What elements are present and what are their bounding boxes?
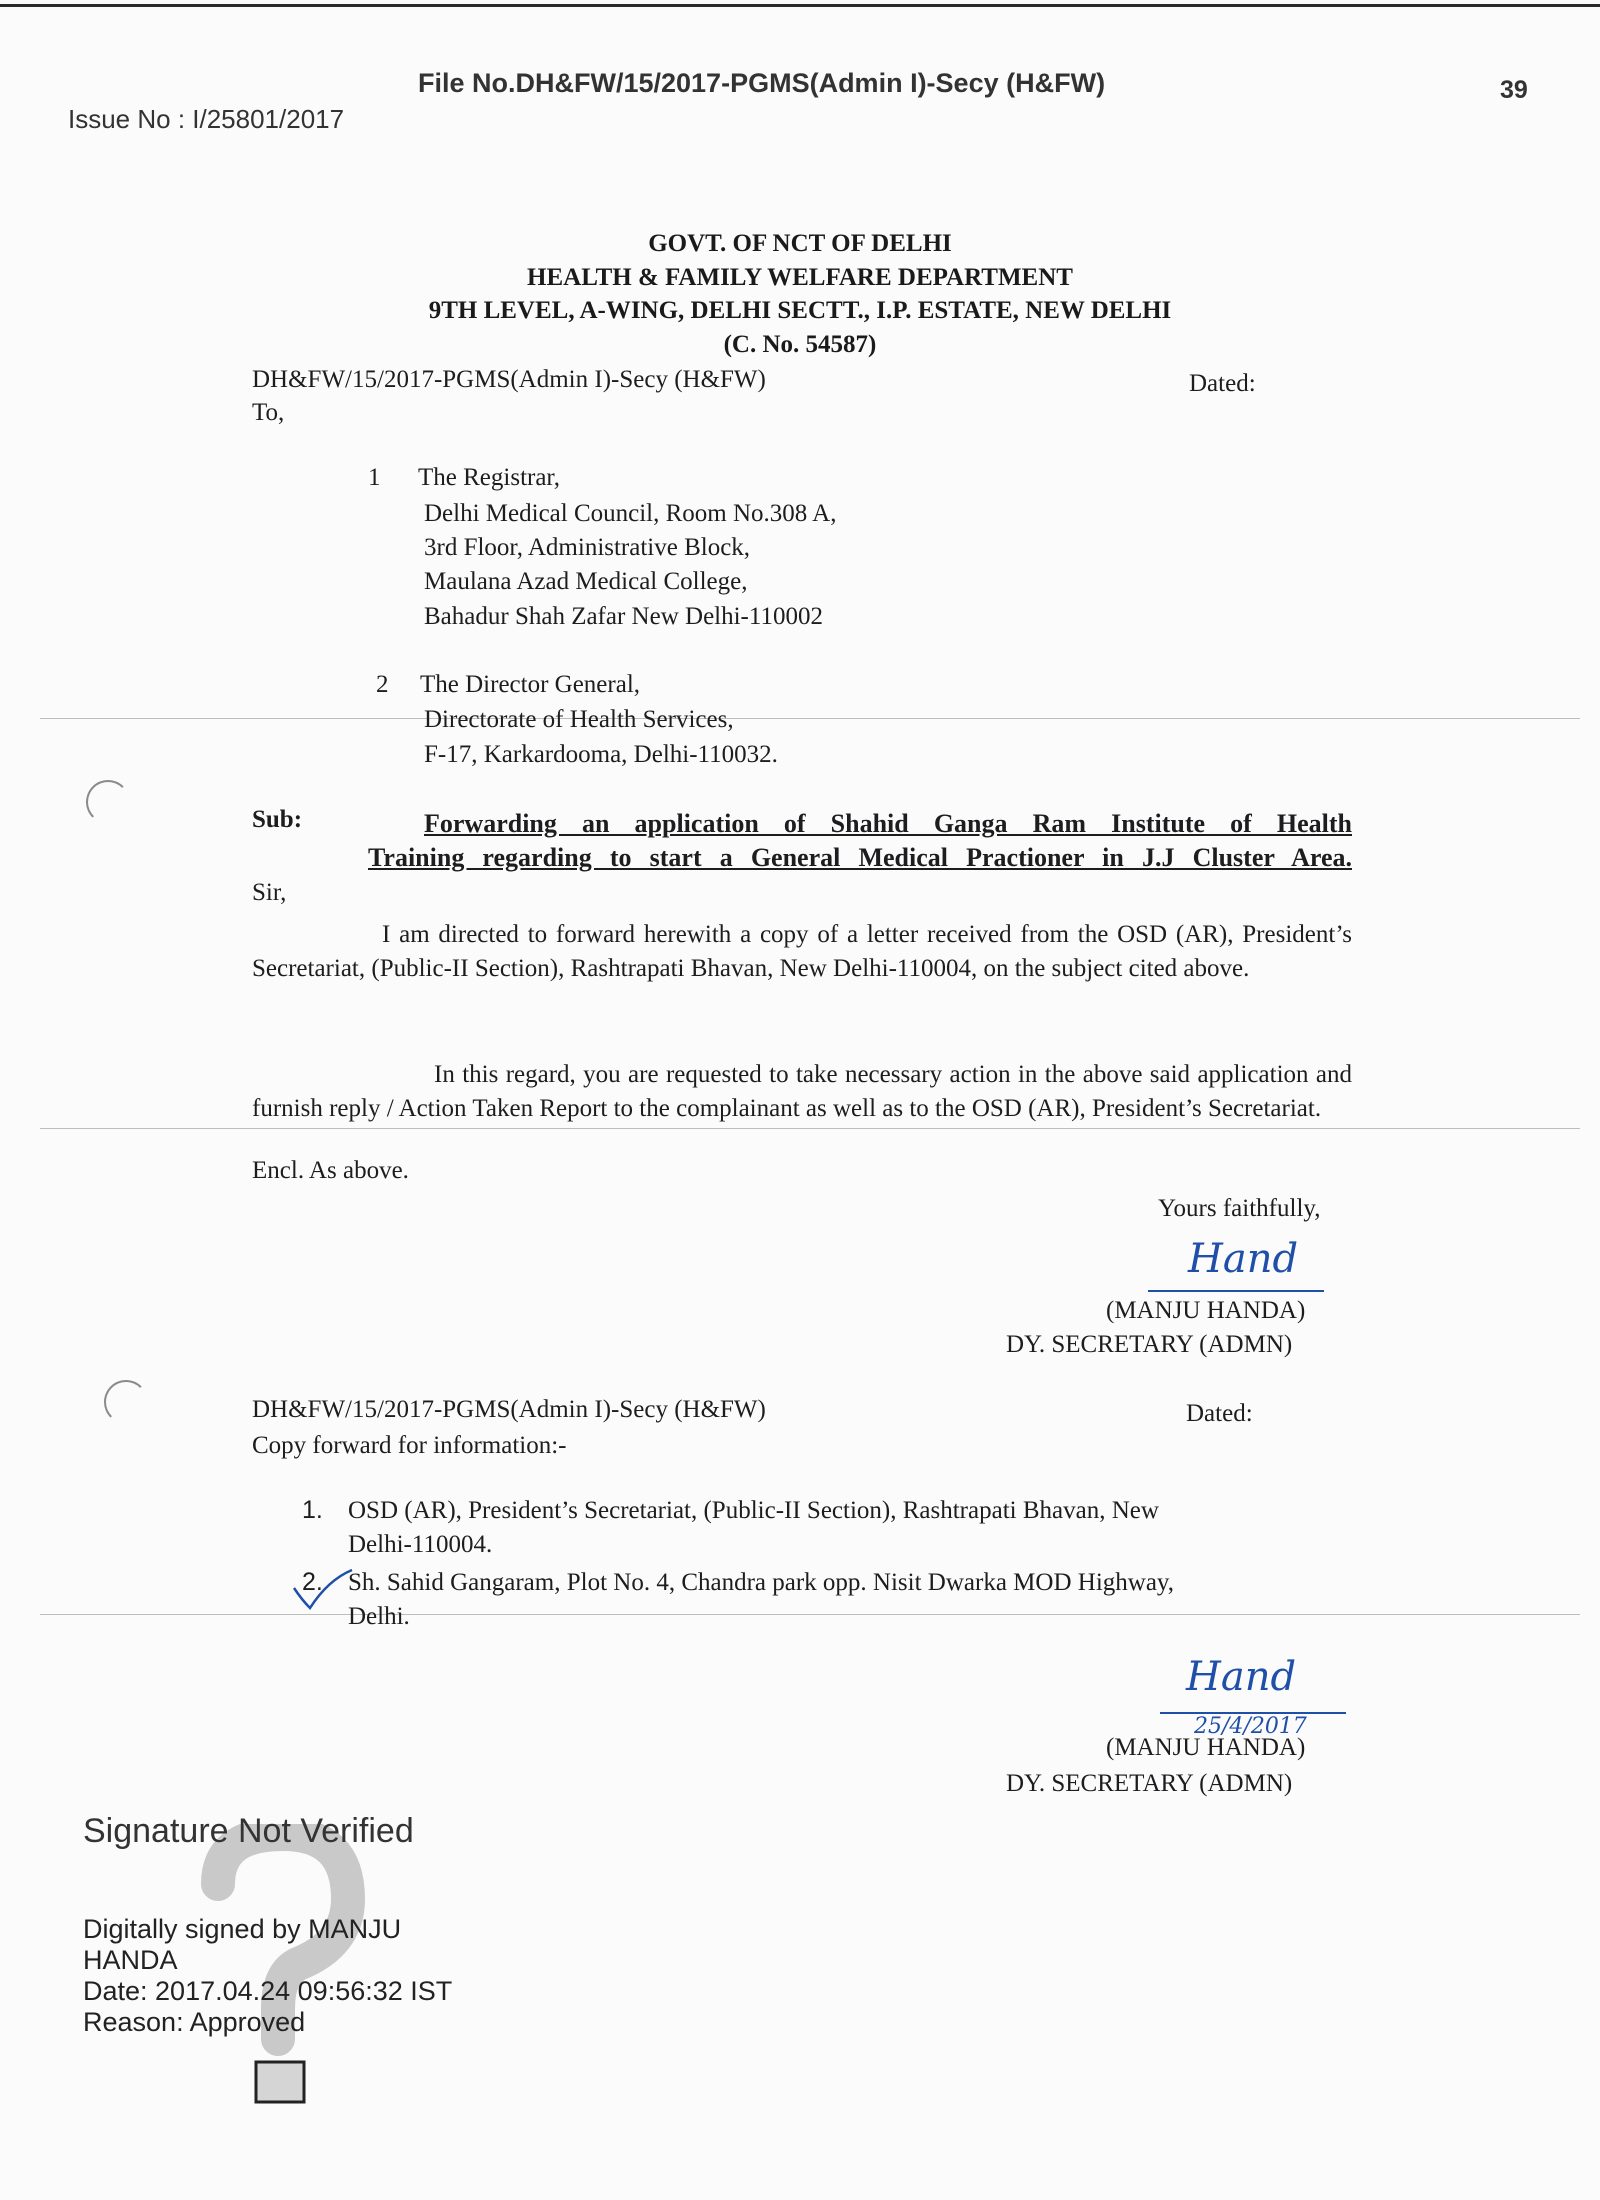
letterhead-government: GOVT. OF NCT OF DELHI (648, 230, 952, 257)
digital-signature-line: Reason: Approved (83, 2007, 306, 2037)
copy-item-line: Delhi-110004. (348, 1531, 493, 1558)
addressee-line: Maulana Azad Medical College, (424, 568, 748, 595)
copy-dated-label: Dated: (1186, 1400, 1253, 1427)
closing-yours-faithfully: Yours faithfully, (1158, 1195, 1321, 1222)
addressee-number: 2 (376, 671, 389, 698)
body-paragraph: In this regard, you are requested to take necessary action in the above said application and furnish reply / Action Taken Report to the complainant as well as to the OSD (AR), President’s Secretariat. (252, 1061, 1352, 1122)
issue-number: Issue No : I/25801/2017 (68, 104, 345, 134)
signatory-name: (MANJU HANDA) (1106, 1734, 1306, 1761)
punch-hole (86, 780, 130, 824)
digital-signature-line: HANDA (83, 1945, 178, 1975)
addressee-line: 3rd Floor, Administrative Block, (424, 534, 751, 561)
handwritten-signature: Hand (1188, 1236, 1299, 1282)
subject-line: Training regarding to start a General Medical Practioner in J.J Cluster Area. (368, 843, 1352, 872)
enclosure-note: Encl. As above. (252, 1157, 409, 1184)
addressee-number: 1 (368, 464, 381, 491)
copy-item-line: Delhi. (348, 1603, 410, 1630)
subject-label: Sub: (252, 806, 303, 833)
signatory-title: DY. SECRETARY (ADMN) (1006, 1331, 1293, 1358)
page-top-edge (0, 4, 1600, 7)
addressee-line: Bahadur Shah Zafar New Delhi-110002 (424, 603, 823, 630)
fold-line (40, 718, 1580, 719)
signature-underline (1148, 1290, 1324, 1292)
addressee-line: Directorate of Health Services, (424, 706, 734, 733)
copy-intro: Copy forward for information:- (252, 1432, 567, 1459)
salutation: Sir, (252, 879, 287, 906)
handwritten-date: 25/4/2017 (1194, 1714, 1307, 1739)
addressee-line: Delhi Medical Council, Room No.308 A, (424, 500, 837, 527)
handwritten-signature: Hand (1186, 1654, 1297, 1700)
addressee-line: F-17, Karkardooma, Delhi-110032. (424, 741, 778, 768)
to-label: To, (252, 399, 285, 426)
copy-item-line: Sh. Sahid Gangaram, Plot No. 4, Chandra park opp. Nisit Dwarka MOD Highway, (348, 1569, 1175, 1596)
copy-item-number: 2. (302, 1568, 323, 1596)
fold-line (40, 1614, 1580, 1615)
subject-line: Forwarding an application of Shahid Ganga Ram Institute of Health (424, 809, 1352, 838)
letter-dated-label: Dated: (1189, 370, 1256, 397)
letter-reference: DH&FW/15/2017-PGMS(Admin I)-Secy (H&FW) (252, 366, 766, 393)
digital-signature-details (83, 1914, 452, 2038)
letterhead-address: 9TH LEVEL, A-WING, DELHI SECTT., I.P. ESTATE, NEW DELHI (428, 297, 1172, 324)
signatory-name: (MANJU HANDA) (1106, 1297, 1306, 1324)
letterhead-department: HEALTH & FAMILY WELFARE DEPARTMENT (527, 264, 1073, 291)
signature-status: Signature Not Verified (83, 1812, 414, 1850)
digital-signature-line: Digitally signed by MANJU (83, 1914, 402, 1944)
addressee-line: The Director General, (420, 671, 641, 698)
fold-line (40, 1128, 1580, 1129)
punch-hole (104, 1380, 148, 1424)
copy-reference: DH&FW/15/2017-PGMS(Admin I)-Secy (H&FW) (252, 1396, 766, 1423)
signatory-title: DY. SECRETARY (ADMN) (1006, 1770, 1293, 1797)
body-paragraph: I am directed to forward herewith a copy of a letter received from the OSD (AR), President’s Secretariat, (Public-II Section), Rashtrapati Bhavan, New Delhi-110004, on the subject cited above. (252, 921, 1352, 982)
digital-signature-line: Date: 2017.04.24 09:56:32 IST (83, 1976, 453, 2006)
letterhead-c-number: (C. No. 54587) (723, 331, 877, 358)
page-number: 39 (1500, 76, 1528, 104)
file-number: File No.DH&FW/15/2017-PGMS(Admin I)-Secy (H&FW) (418, 68, 1106, 98)
copy-item-number: 1. (302, 1496, 323, 1524)
addressee-line: The Registrar, (418, 464, 561, 491)
copy-item-line: OSD (AR), President’s Secretariat, (Public-II Section), Rashtrapati Bhavan, New (348, 1497, 1159, 1524)
